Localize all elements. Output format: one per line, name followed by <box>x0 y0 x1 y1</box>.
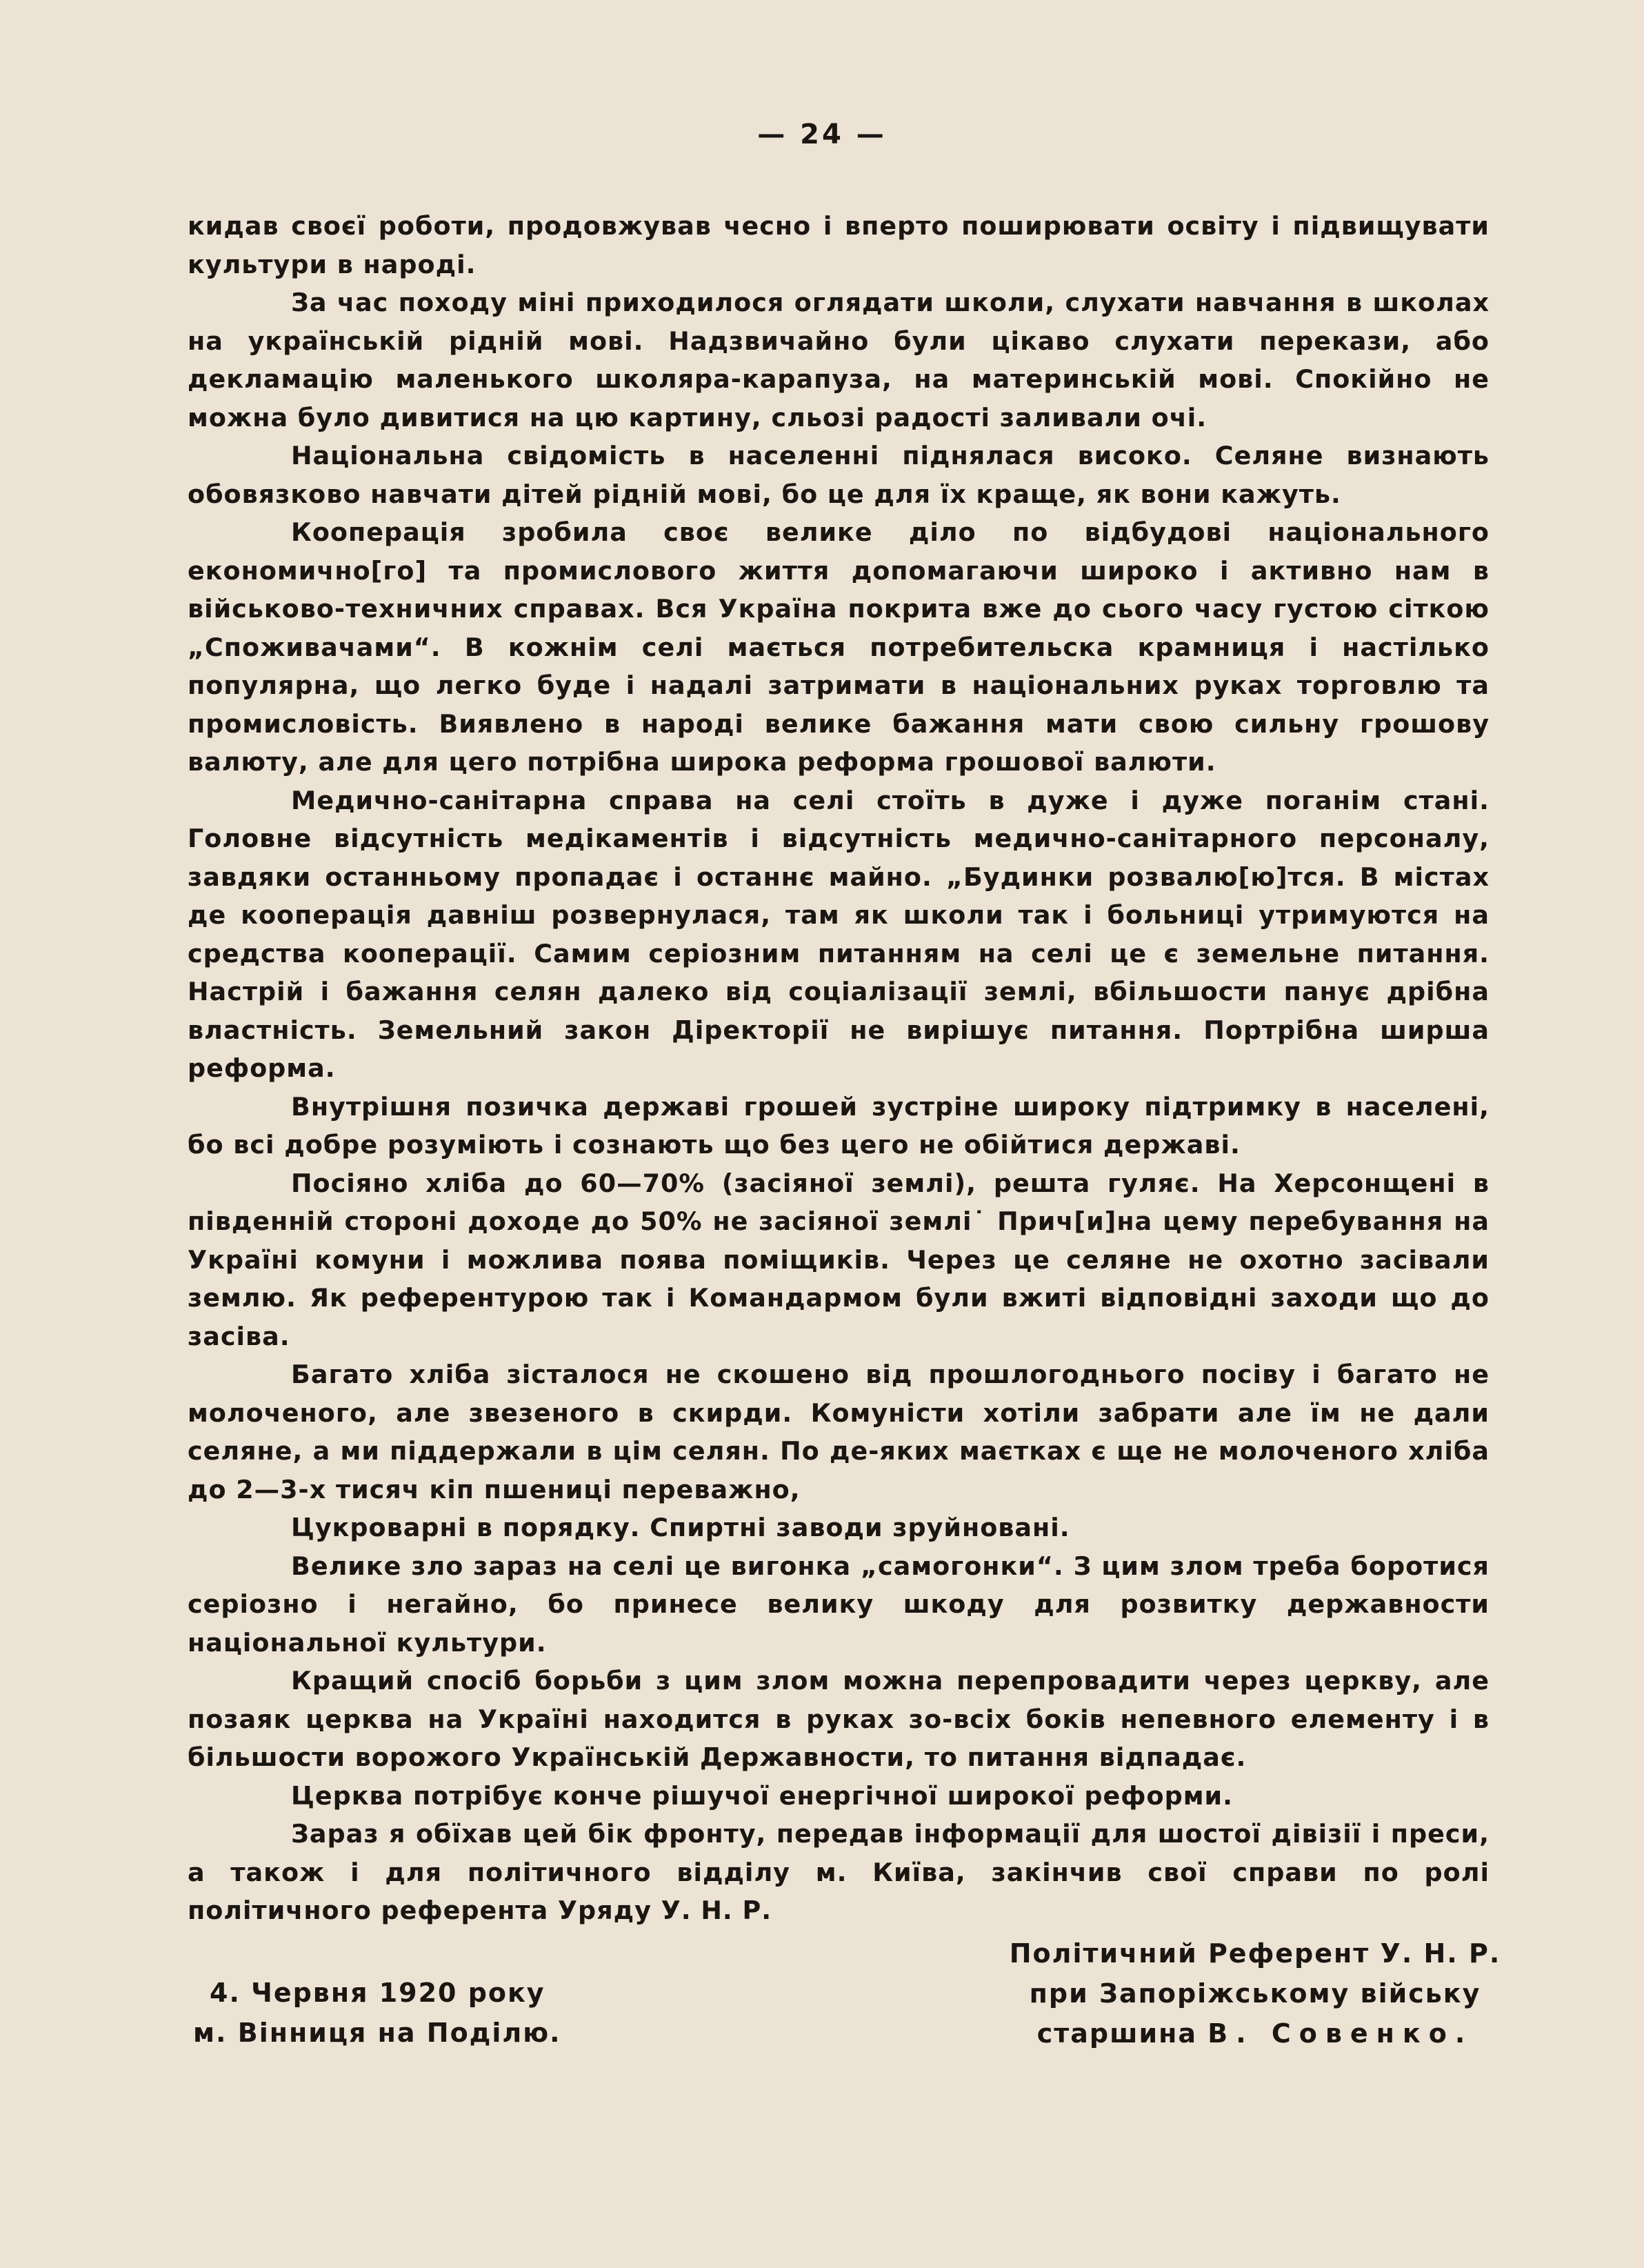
date-place-block <box>193 1973 561 2053</box>
signatory-unit: при Запоріжському війську <box>1029 1978 1481 2009</box>
paragraph: За час походу міні приходилося оглядати школи, слухати навчання в школах на українській рідній мові. Надзвичайно були цікаво слухати перекази, або декламацію маленького школяра-карапуза, на материнській мові. Спокійно не можна було дивитися на цю картину, сльозі радості заливали очі. <box>188 288 1490 432</box>
paragraph: Посіяно хліба до 60—70% (засіяної землі), решта гуляє. На Херсонщені в південній стороні доходе до 50% не засіяної землі˙ Прич[и]на цему перебування на Україні комуни і можлива поява поміщиків. Через це селяне не охотно засівали землю. Як референтурою так і Командармом були вжиті відповідні заходи що до засіва. <box>188 1168 1490 1351</box>
document-date: 4. Червня 1920 року <box>210 1978 545 2008</box>
signature-block <box>993 1933 1517 2053</box>
paragraph: Медично-санітарна справа на селі стоїть в дуже і дуже поганім стані. Головне відсутність медікаментів і відсутність медично-санітарного персоналу, завдяки останньому пропадає і останнє майно. „Будинки розвалю[ю]тся. В містах де кооперація давніш розвернулася, там як школи так і больниці утримуются на средства кооперації. Самим серіозним питанням на селі це є земельне питання. Настрій і бажання селян далеко від соціалізації землі, вбільшости панує дрібна властність. Земельний закон Діректорії не вирішує питання. Портрібна ширша реформа. <box>188 785 1490 1083</box>
paragraph: Кооперація зробила своє велике діло по відбудові національного економично[го] та промислового життя допомагаючи широко і активно нам в військово-техничних справах. Вся Україна покрита вже до сього часу густою сіткою „Споживачами“. В кожнім селі мається потребительска крамниця і настілько популярна, що легко буде і надалі затримати в національних руках торговлю та промисловість. Виявлено в народі велике бажання мати свою сильну грошову валюту, але для цего потрібна широка реформа грошової валюти. <box>188 517 1490 777</box>
signatory-title: Політичний Референт У. Н. Р. <box>1009 1938 1501 1969</box>
document-place: м. Вінниця на Поділю. <box>193 2018 561 2048</box>
paragraph: Цукроварні в порядку. Спиртні заводи зруйновані. <box>291 1513 1070 1542</box>
paragraph: Внутрішня позичка державі грошей зустріне широку підтримку в населені, бо всі добре розуміють і сознають що без цего не обійтися державі. <box>188 1091 1490 1160</box>
signatory-line <box>993 2013 1517 2053</box>
page-number: — 24 — <box>757 119 887 150</box>
paragraph: кидав своєї роботи, продовжував чесно і вперто поширювати освіту і підвищувати культури в народі. <box>188 211 1490 279</box>
paragraph: Велике зло зараз на селі це вигонка „самогонки“. З цим злом треба боротися серіозно і негайно, бо принесе велику шкоду для розвитку державности національної культури. <box>188 1551 1490 1658</box>
paragraph: Церква потрібує конче рішучої енергічної широкої реформи. <box>291 1780 1233 1811</box>
signatory-rank: старшина <box>1036 2018 1197 2049</box>
paragraph: Національна свідомість в населенні піднялася високо. Селяне визнають обовязково навчати дітей рідній мові, бо це для їх краще, як вони кажуть. <box>188 441 1490 509</box>
paragraph: Зараз я обїхав цей бік фронту, передав інформації для шостої дівізії і преси, а також і для політичного відділу м. Київа, закінчив свої справи по ролі політичного референта Уряду У. Н. Р. <box>188 1819 1490 1925</box>
document-body <box>188 207 1490 1930</box>
paragraph: Кращий спосіб борьби з цим злом можна перепровадити через церкву, але позаяк церква на Україні находится в руках зо-всіх боків непевного елементу і в більшости ворожого Українській Державности, то питання відпадає. <box>188 1666 1490 1772</box>
signatory-name: В. Совенко. <box>1207 2018 1474 2049</box>
paragraph: Багато хліба зісталося не скошено від прошлогоднього посіву і багато не молоченого, але звезеного в скирди. Комуністи хотіли забрати але їм не дали селяне, а ми піддержали в цім селян. По де-яких маєтках є ще не молоченого хліба до 2—3-х тисяч кіп пшениці переважно, <box>188 1360 1490 1504</box>
